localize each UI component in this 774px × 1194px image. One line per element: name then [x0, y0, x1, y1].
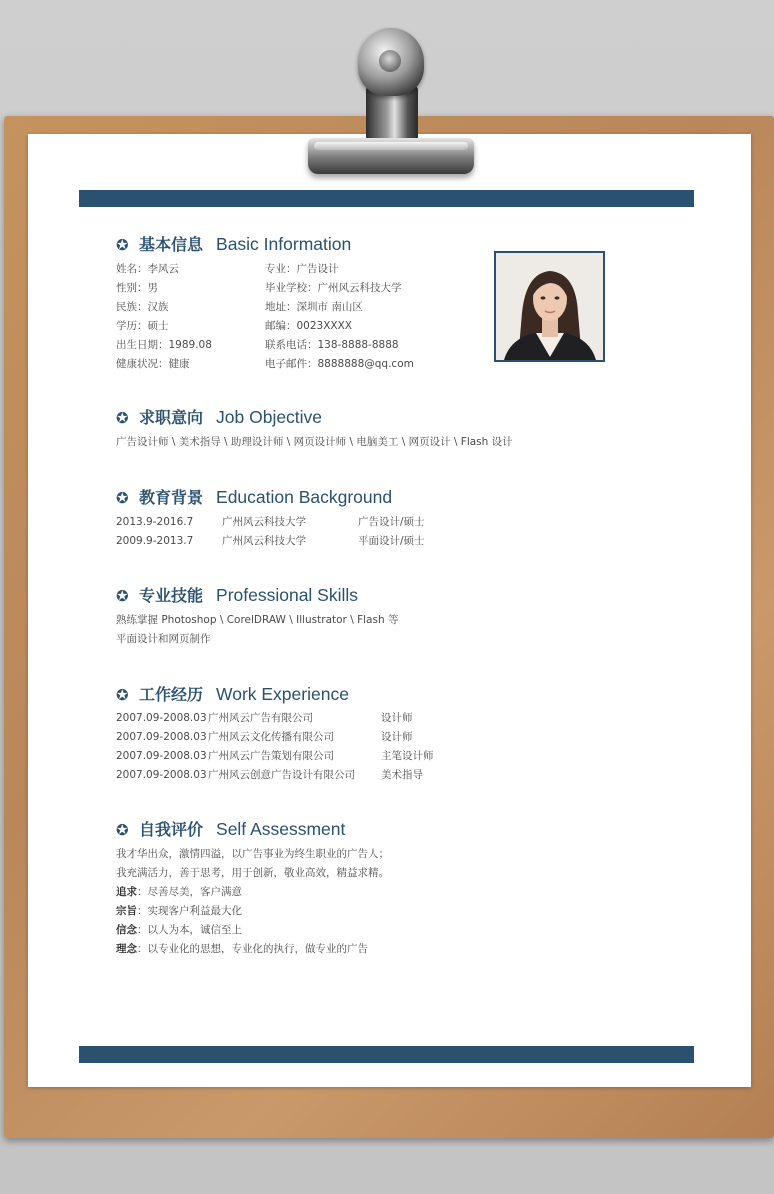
- assessment-item-label: 宗旨: [116, 905, 137, 917]
- clip-base: [308, 138, 474, 174]
- work-role: 设计师: [381, 731, 413, 743]
- info-health: 健康状况：健康: [116, 358, 190, 370]
- assessment-item-label: 信念: [116, 924, 137, 936]
- education-schools: [222, 513, 306, 551]
- star-circle-icon: ✪: [116, 686, 129, 704]
- info-address: 地址：深圳市 南山区: [265, 301, 363, 313]
- assessment-item-text: ：以专业化的思想，专业化的执行，做专业的广告: [137, 943, 368, 955]
- assessment-line: 我才华出众，激情四溢，以广告事业为终生职业的广告人；: [116, 848, 389, 860]
- work-date: 2007.09-2008.03: [116, 750, 207, 762]
- assessment-item-text: ：实现客户利益最大化: [137, 905, 242, 917]
- star-circle-icon: ✪: [116, 821, 129, 839]
- basic-info-left-column: [116, 260, 212, 374]
- education-date: 2009.9-2013.7: [116, 535, 194, 547]
- info-school: 毕业学校：广州风云科技大学: [265, 282, 402, 294]
- education-dates: [116, 513, 193, 551]
- header-bar: [79, 190, 694, 207]
- info-email: 电子邮件：8888888@qq.com: [265, 358, 414, 370]
- assessment-item: [116, 940, 389, 959]
- education-major: 平面设计/硕士: [358, 535, 425, 547]
- self-assessment-text: [116, 845, 389, 959]
- education-school: 广州风云科技大学: [222, 535, 306, 547]
- info-ethnicity: 民族：汉族: [116, 301, 169, 313]
- work-company: 广州风云广告有限公司: [208, 712, 313, 724]
- education-major: 广告设计/硕士: [358, 516, 425, 528]
- section-self-assessment-heading: [116, 817, 345, 840]
- star-circle-icon: ✪: [116, 236, 129, 254]
- assessment-item-text: ：尽善尽美，客户满意: [137, 886, 242, 898]
- section-title-en: Job Objective: [216, 407, 323, 427]
- section-title-cn: 自我评价: [139, 820, 204, 839]
- education-school: 广州风云科技大学: [222, 516, 306, 528]
- work-company: 广州风云文化传播有限公司: [208, 731, 334, 743]
- work-role: 美术指导: [381, 769, 423, 781]
- section-title-en: Work Experience: [216, 684, 349, 704]
- education-majors: [358, 513, 425, 551]
- section-title-en: Education Background: [216, 487, 393, 507]
- work-company: 广州风云创意广告设计有限公司: [208, 769, 355, 781]
- section-work-heading: [116, 682, 349, 705]
- work-company: 广州风云广告策划有限公司: [208, 750, 334, 762]
- assessment-line: 我充满活力，善于思考，用于创新，敬业高效，精益求精。: [116, 867, 389, 879]
- footer-bar: [79, 1046, 694, 1063]
- section-title-cn: 教育背景: [139, 488, 204, 507]
- assessment-item: [116, 921, 389, 940]
- star-circle-icon: ✪: [116, 587, 129, 605]
- skills-text: [116, 611, 398, 649]
- work-date: 2007.09-2008.03: [116, 769, 207, 781]
- assessment-item: [116, 902, 389, 921]
- section-title-en: Self Assessment: [216, 819, 346, 839]
- assessment-item-label: 追求: [116, 886, 137, 898]
- job-objective-text: 广告设计师 \ 美术指导 \ 助理设计师 \ 网页设计师 \ 电脑美工 \ 网页设计 \ Flash 设计: [116, 436, 513, 448]
- section-job-objective-heading: [116, 405, 322, 428]
- work-role: 主笔设计师: [381, 750, 434, 762]
- skills-line: 平面设计和网页制作: [116, 633, 211, 645]
- work-roles: [381, 709, 434, 785]
- clip-ring: [358, 28, 424, 96]
- star-circle-icon: ✪: [116, 409, 129, 427]
- section-basic-info-heading: [116, 232, 351, 255]
- info-name: 姓名：李风云: [116, 263, 179, 275]
- work-role: 设计师: [381, 712, 413, 724]
- section-title-cn: 基本信息: [139, 235, 204, 254]
- info-phone: 联系电话：138-8888-8888: [265, 339, 399, 351]
- info-birthdate: 出生日期：1989.08: [116, 339, 212, 351]
- section-title-cn: 工作经历: [139, 685, 204, 704]
- work-companies: [208, 709, 355, 785]
- info-postcode: 邮编：0023XXXX: [265, 320, 352, 332]
- work-date: 2007.09-2008.03: [116, 731, 207, 743]
- basic-info-right-column: [265, 260, 414, 374]
- profile-photo: [494, 251, 605, 362]
- assessment-item: [116, 883, 389, 902]
- assessment-item-label: 理念: [116, 943, 137, 955]
- work-date: 2007.09-2008.03: [116, 712, 207, 724]
- assessment-item-text: ：以人为本，诚信至上: [137, 924, 242, 936]
- section-title-cn: 专业技能: [139, 586, 204, 605]
- work-dates: [116, 709, 207, 785]
- section-title-en: Basic Information: [216, 234, 352, 254]
- info-gender: 性别：男: [116, 282, 158, 294]
- section-education-heading: [116, 485, 392, 508]
- section-title-cn: 求职意向: [139, 408, 204, 427]
- info-major: 专业：广告设计: [265, 263, 339, 275]
- section-title-en: Professional Skills: [216, 585, 359, 605]
- education-date: 2013.9-2016.7: [116, 516, 194, 528]
- skills-line: 熟练掌握 Photoshop \ CorelDRAW \ Illustrator \ Flash 等: [116, 614, 399, 626]
- star-circle-icon: ✪: [116, 489, 129, 507]
- section-skills-heading: [116, 583, 358, 606]
- info-degree: 学历：硕士: [116, 320, 169, 332]
